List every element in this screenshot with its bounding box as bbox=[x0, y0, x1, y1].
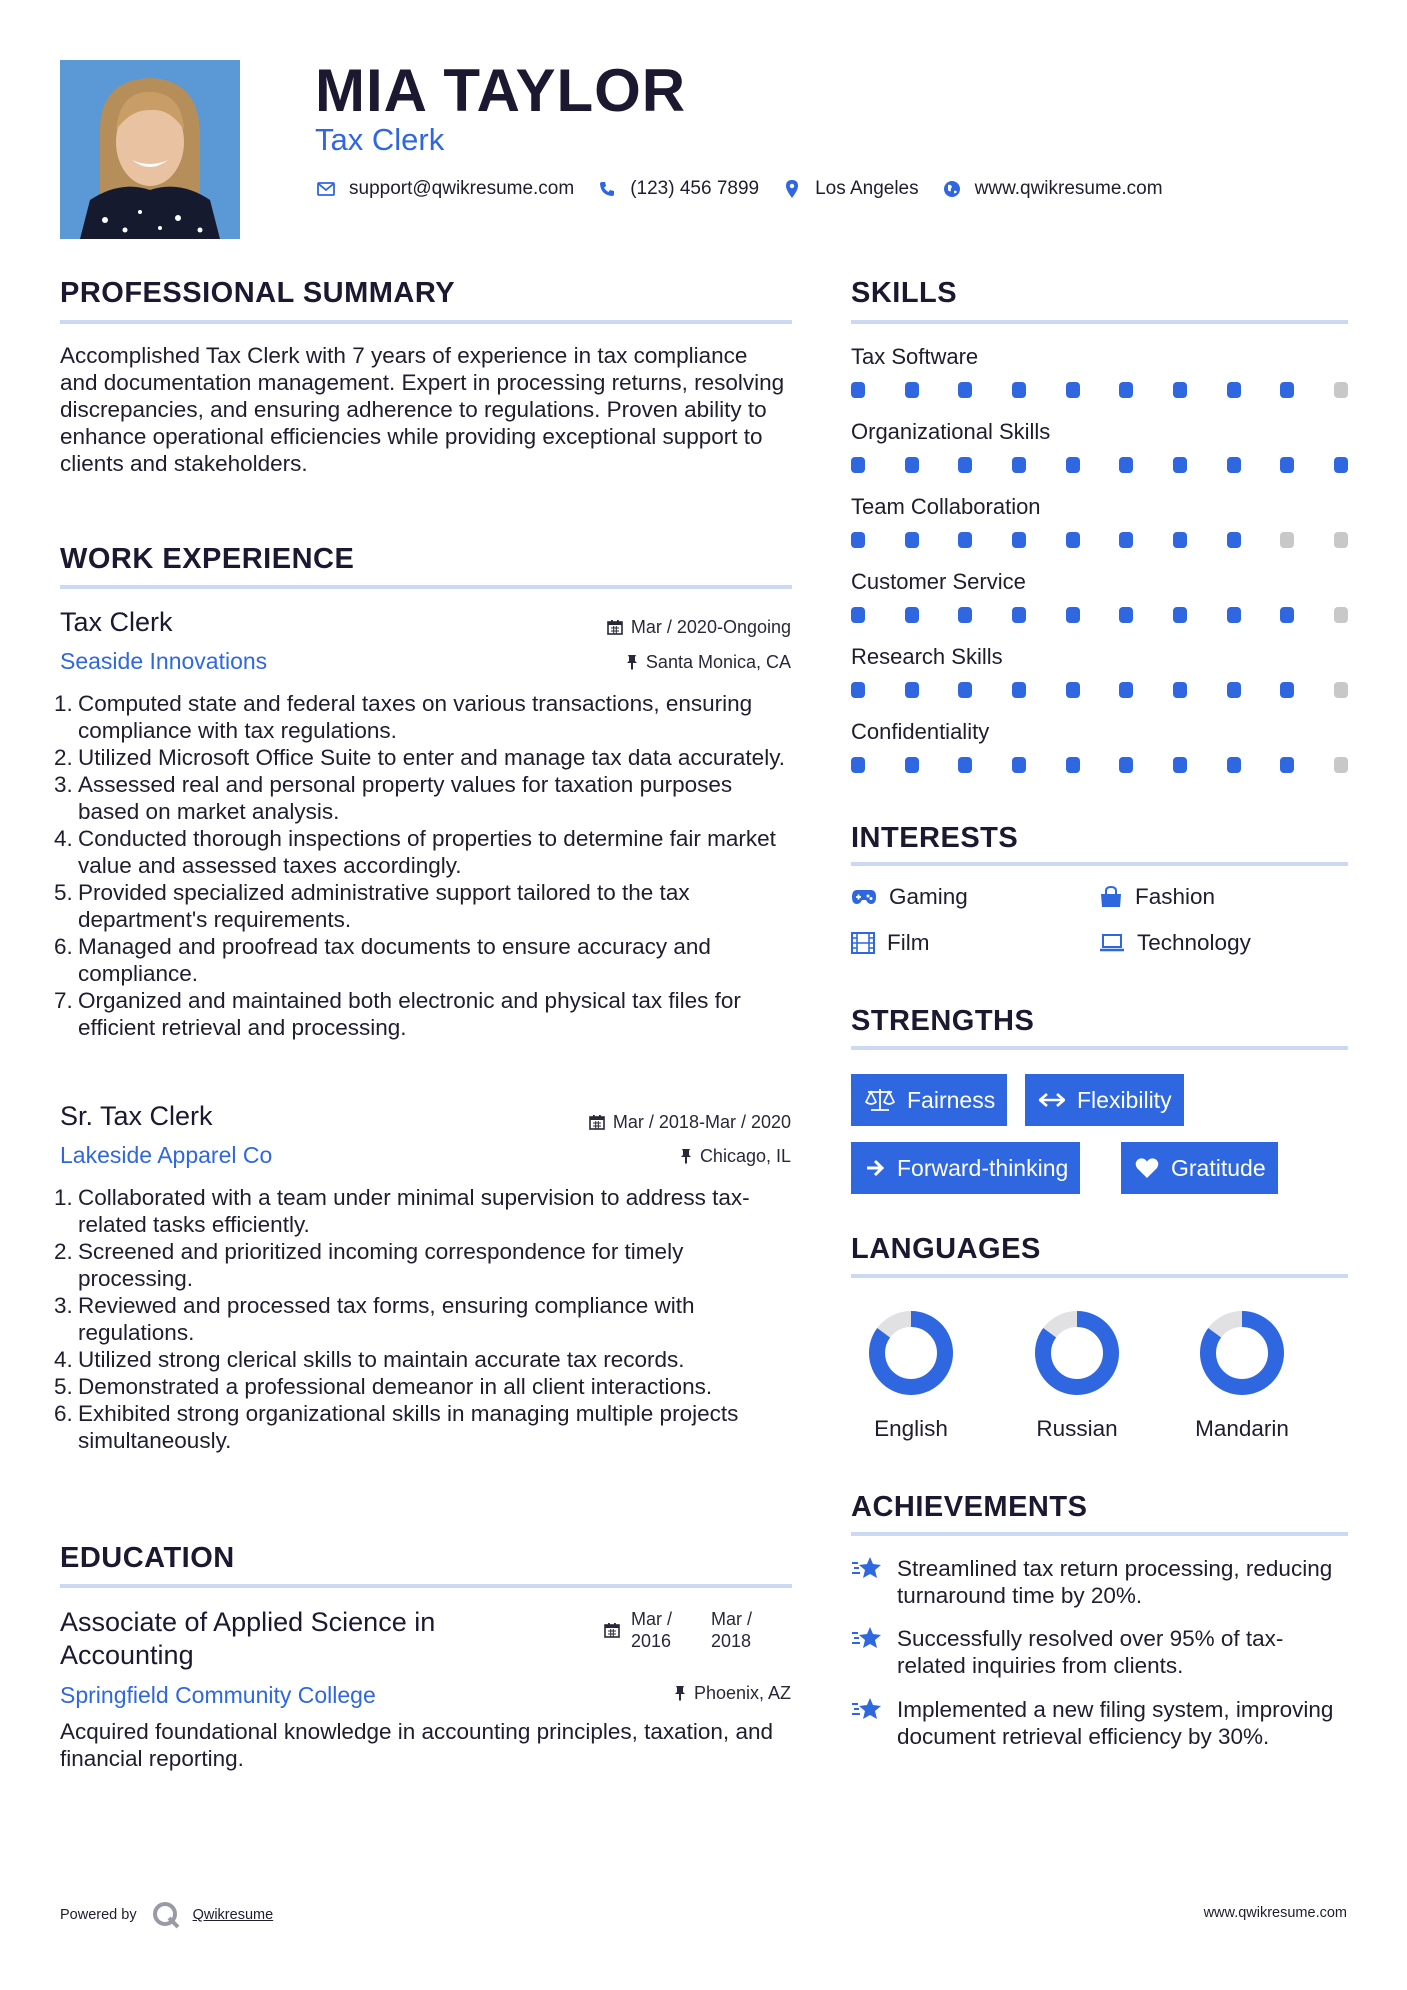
education-heading: EDUCATION bbox=[60, 1542, 235, 1574]
skill-dot-filled bbox=[1119, 757, 1133, 773]
shooting-star-icon bbox=[851, 1696, 883, 1722]
skill-dot-filled bbox=[905, 457, 919, 473]
footer-powered-by: Powered by Qwikresume bbox=[60, 1900, 273, 1930]
skill-dot-filled bbox=[1119, 457, 1133, 473]
education-location-text: Phoenix, AZ bbox=[693, 1683, 791, 1703]
candidate-name: MIA TAYLOR bbox=[315, 57, 687, 124]
job-2-dates bbox=[589, 1111, 791, 1133]
achievement-item: Streamlined tax return processing, reducing turnaround time by 20%. bbox=[851, 1555, 1351, 1609]
skill-dot-filled bbox=[1280, 682, 1294, 698]
gamepad-icon bbox=[851, 889, 877, 905]
skill-dot-filled bbox=[1119, 382, 1133, 398]
list-item: 6. Managed and proofread tax documents to ensure accuracy and compliance. bbox=[54, 934, 711, 986]
job-1-location-text: Santa Monica, CA bbox=[645, 652, 791, 672]
language-name: English bbox=[874, 1416, 948, 1441]
language-donut-mandarin bbox=[1199, 1310, 1285, 1396]
shooting-star-icon bbox=[851, 1555, 883, 1581]
interest-gaming: Gaming bbox=[851, 884, 968, 910]
calendar-icon bbox=[589, 1114, 605, 1130]
language-donut-russian bbox=[1034, 1310, 1120, 1396]
job-1-responsibilities bbox=[54, 690, 792, 1041]
skill-dot-empty bbox=[1334, 682, 1348, 698]
skill-dot-filled bbox=[851, 757, 865, 773]
skill-dot-filled bbox=[851, 457, 865, 473]
skill-dot-empty bbox=[1280, 532, 1294, 548]
interest-fashion: Fashion bbox=[1099, 884, 1215, 910]
skill-dot-filled bbox=[905, 532, 919, 548]
skill-dot-filled bbox=[1119, 682, 1133, 698]
shopping-bag-icon bbox=[1099, 886, 1123, 908]
summary-divider bbox=[60, 320, 792, 324]
skill-dot-filled bbox=[1173, 457, 1187, 473]
list-item: 2. Utilized Microsoft Office Suite to enter and manage tax data accurately. bbox=[54, 745, 786, 770]
education-dates-icon bbox=[604, 1622, 628, 1638]
list-item: 5. Demonstrated a professional demeanor in all client interactions. bbox=[54, 1374, 713, 1399]
film-icon bbox=[851, 932, 875, 954]
achievements-heading: ACHIEVEMENTS bbox=[851, 1491, 1088, 1523]
list-item: 1. Computed state and federal taxes on various transactions, ensuring compliance with tax regulations. bbox=[54, 691, 753, 743]
shooting-star-icon bbox=[851, 1625, 883, 1651]
education-location bbox=[674, 1682, 791, 1704]
skill-rating bbox=[851, 457, 1348, 475]
map-marker-icon bbox=[781, 178, 803, 200]
list-item: 4. Utilized strong clerical skills to maintain accurate tax records. bbox=[54, 1347, 685, 1372]
skill-dot-filled bbox=[1173, 382, 1187, 398]
skill-dot-filled bbox=[1119, 607, 1133, 623]
contact-email[interactable]: support@qwikresume.com bbox=[349, 178, 575, 199]
achievements-divider bbox=[851, 1532, 1348, 1536]
degree-line-2: Accounting bbox=[60, 1640, 194, 1670]
skill-dot-filled bbox=[1012, 607, 1026, 623]
balance-scale-icon bbox=[865, 1088, 895, 1112]
skill-rating bbox=[851, 682, 1348, 700]
skills-heading: SKILLS bbox=[851, 277, 958, 309]
list-item: 4. Conducted thorough inspections of properties to determine fair market value and assessed taxes accordingly. bbox=[54, 826, 776, 878]
globe-icon bbox=[941, 178, 963, 200]
skill-dot-filled bbox=[958, 457, 972, 473]
skills-divider bbox=[851, 320, 1348, 324]
contact-location: Los Angeles bbox=[815, 178, 919, 199]
arrow-right-icon bbox=[865, 1158, 885, 1178]
pin-icon bbox=[674, 1685, 686, 1701]
job-1-dates bbox=[607, 616, 791, 638]
list-item: 3. Assessed real and personal property values for taxation purposes based on market analysis. bbox=[54, 772, 733, 824]
skill-dot-filled bbox=[851, 607, 865, 623]
skill-dot-filled bbox=[1173, 682, 1187, 698]
job-1-role: Tax Clerk bbox=[60, 607, 173, 637]
skill-dot-filled bbox=[958, 532, 972, 548]
skill-dot-empty bbox=[1334, 532, 1348, 548]
skill-name: Customer Service bbox=[851, 569, 1026, 594]
skill-dot-filled bbox=[851, 682, 865, 698]
contact-bar bbox=[315, 178, 1185, 200]
strength-flexibility: Flexibility bbox=[1025, 1074, 1184, 1126]
interests-heading: INTERESTS bbox=[851, 822, 1019, 854]
job-2-role: Sr. Tax Clerk bbox=[60, 1101, 213, 1131]
list-item: 3. Reviewed and processed tax forms, ensuring compliance with regulations. bbox=[54, 1293, 695, 1345]
interests-divider bbox=[851, 862, 1348, 866]
skill-dot-filled bbox=[905, 382, 919, 398]
languages-heading: LANGUAGES bbox=[851, 1233, 1041, 1265]
education-description: Acquired foundational knowledge in accounting principles, taxation, and financial reporting. bbox=[60, 1719, 773, 1771]
summary-text: Accomplished Tax Clerk with 7 years of experience in tax compliance and documentation management. Expert in processing returns, resolving discrepancies, and ensuring adherence to regulations. Proven ability to enhance operational efficiencies while providing exceptional support to clients and stakeholders. bbox=[60, 343, 785, 476]
education-end-date: Mar / 2018 bbox=[711, 1609, 753, 1651]
skill-rating bbox=[851, 757, 1348, 775]
skill-name: Research Skills bbox=[851, 644, 1003, 669]
list-item: 6. Exhibited strong organizational skills in managing multiple projects simultaneously. bbox=[54, 1401, 739, 1453]
education-divider bbox=[60, 1584, 792, 1588]
strengths-heading: STRENGTHS bbox=[851, 1005, 1035, 1037]
arrows-horizontal-icon bbox=[1039, 1092, 1065, 1108]
school-name: Springfield Community College bbox=[60, 1682, 376, 1708]
skill-dot-filled bbox=[1280, 757, 1294, 773]
profile-photo bbox=[60, 60, 240, 239]
skill-dot-filled bbox=[851, 532, 865, 548]
language-donut-english bbox=[868, 1310, 954, 1396]
footer-website[interactable]: www.qwikresume.com bbox=[1203, 1905, 1347, 1921]
interest-technology: Technology bbox=[1099, 930, 1251, 956]
skill-dot-filled bbox=[1012, 532, 1026, 548]
heart-icon bbox=[1135, 1157, 1159, 1179]
skill-dot-filled bbox=[1334, 457, 1348, 473]
degree-line-1: Associate of Applied Science in bbox=[60, 1607, 436, 1637]
calendar-icon bbox=[604, 1622, 620, 1638]
experience-heading: WORK EXPERIENCE bbox=[60, 543, 355, 575]
language-name: Mandarin bbox=[1195, 1416, 1289, 1441]
skill-dot-filled bbox=[905, 682, 919, 698]
strength-fairness: Fairness bbox=[851, 1074, 1007, 1126]
skill-dot-filled bbox=[958, 757, 972, 773]
portrait-image bbox=[60, 60, 240, 239]
list-item: 2. Screened and prioritized incoming correspondence for timely processing. bbox=[54, 1239, 684, 1291]
skill-dot-filled bbox=[1280, 382, 1294, 398]
footer-brand-link[interactable]: Qwikresume bbox=[192, 1907, 274, 1923]
skill-dot-filled bbox=[1280, 607, 1294, 623]
job-1-company: Seaside Innovations bbox=[60, 648, 268, 674]
list-item: 7. Organized and maintained both electronic and physical tax files for efficient retrieval and processing. bbox=[54, 988, 741, 1040]
education-start-date: Mar / 2016 bbox=[631, 1609, 673, 1651]
skill-dot-filled bbox=[958, 382, 972, 398]
skill-dot-filled bbox=[1227, 607, 1241, 623]
skill-dot-filled bbox=[1066, 382, 1080, 398]
skill-name: Tax Software bbox=[851, 344, 979, 369]
list-item: 5. Provided specialized administrative support tailored to the tax department's requirements. bbox=[54, 880, 690, 932]
achievement-item: Successfully resolved over 95% of tax-related inquiries from clients. bbox=[851, 1625, 1351, 1679]
job-2-company: Lakeside Apparel Co bbox=[60, 1142, 273, 1168]
interest-film: Film bbox=[851, 930, 929, 956]
skill-dot-filled bbox=[1280, 457, 1294, 473]
skill-dot-empty bbox=[1334, 382, 1348, 398]
candidate-title: Tax Clerk bbox=[315, 122, 445, 157]
qwikresume-logo-icon bbox=[151, 1900, 181, 1930]
experience-divider bbox=[60, 585, 792, 589]
strengths-divider bbox=[851, 1046, 1348, 1050]
skill-dot-empty bbox=[1334, 757, 1348, 773]
job-2-dates-text: Mar / 2018-Mar / 2020 bbox=[612, 1112, 791, 1132]
skill-name: Confidentiality bbox=[851, 719, 990, 744]
skill-dot-filled bbox=[1012, 457, 1026, 473]
languages-divider bbox=[851, 1274, 1348, 1278]
skill-dot-filled bbox=[958, 607, 972, 623]
skill-rating bbox=[851, 532, 1348, 550]
skill-dot-filled bbox=[1227, 682, 1241, 698]
skill-dot-empty bbox=[1334, 607, 1348, 623]
skill-dot-filled bbox=[1173, 607, 1187, 623]
skill-dot-filled bbox=[1227, 757, 1241, 773]
job-2-responsibilities bbox=[54, 1184, 792, 1454]
skill-dot-filled bbox=[1012, 682, 1026, 698]
skill-name: Team Collaboration bbox=[851, 494, 1041, 519]
job-1-location bbox=[626, 651, 791, 673]
job-2-location-text: Chicago, IL bbox=[699, 1146, 791, 1166]
pin-icon bbox=[626, 654, 638, 670]
skill-dot-filled bbox=[958, 682, 972, 698]
skill-dot-filled bbox=[1066, 532, 1080, 548]
skill-dot-filled bbox=[1012, 757, 1026, 773]
skill-dot-filled bbox=[1119, 532, 1133, 548]
laptop-icon bbox=[1099, 933, 1125, 953]
skill-dot-filled bbox=[1012, 382, 1026, 398]
language-name: Russian bbox=[1036, 1416, 1118, 1441]
strength-gratitude: Gratitude bbox=[1121, 1142, 1278, 1194]
skill-dot-filled bbox=[905, 757, 919, 773]
calendar-icon bbox=[607, 619, 623, 635]
job-2-location bbox=[680, 1145, 791, 1167]
skill-dot-filled bbox=[1173, 532, 1187, 548]
phone-icon bbox=[596, 178, 618, 200]
skill-dot-filled bbox=[1227, 532, 1241, 548]
skill-dot-filled bbox=[1227, 382, 1241, 398]
skill-dot-filled bbox=[851, 382, 865, 398]
achievement-item: Implemented a new filing system, improving document retrieval efficiency by 30%. bbox=[851, 1696, 1351, 1750]
pin-icon bbox=[680, 1148, 692, 1164]
strength-forward-thinking: Forward-thinking bbox=[851, 1142, 1080, 1194]
contact-website[interactable]: www.qwikresume.com bbox=[974, 178, 1163, 199]
skill-dot-filled bbox=[1066, 457, 1080, 473]
envelope-icon bbox=[315, 178, 337, 200]
skill-name: Organizational Skills bbox=[851, 419, 1051, 444]
skill-rating bbox=[851, 382, 1348, 400]
summary-heading: PROFESSIONAL SUMMARY bbox=[60, 277, 456, 309]
skill-rating bbox=[851, 607, 1348, 625]
skill-dot-filled bbox=[1066, 757, 1080, 773]
list-item: 1. Collaborated with a team under minimal supervision to address tax-related tasks efficiently. bbox=[54, 1185, 750, 1237]
skill-dot-filled bbox=[1173, 757, 1187, 773]
skill-dot-filled bbox=[905, 607, 919, 623]
skill-dot-filled bbox=[1066, 682, 1080, 698]
job-1-dates-text: Mar / 2020-Ongoing bbox=[630, 617, 791, 637]
skill-dot-filled bbox=[1227, 457, 1241, 473]
contact-phone[interactable]: (123) 456 7899 bbox=[630, 178, 760, 199]
skill-dot-filled bbox=[1066, 607, 1080, 623]
